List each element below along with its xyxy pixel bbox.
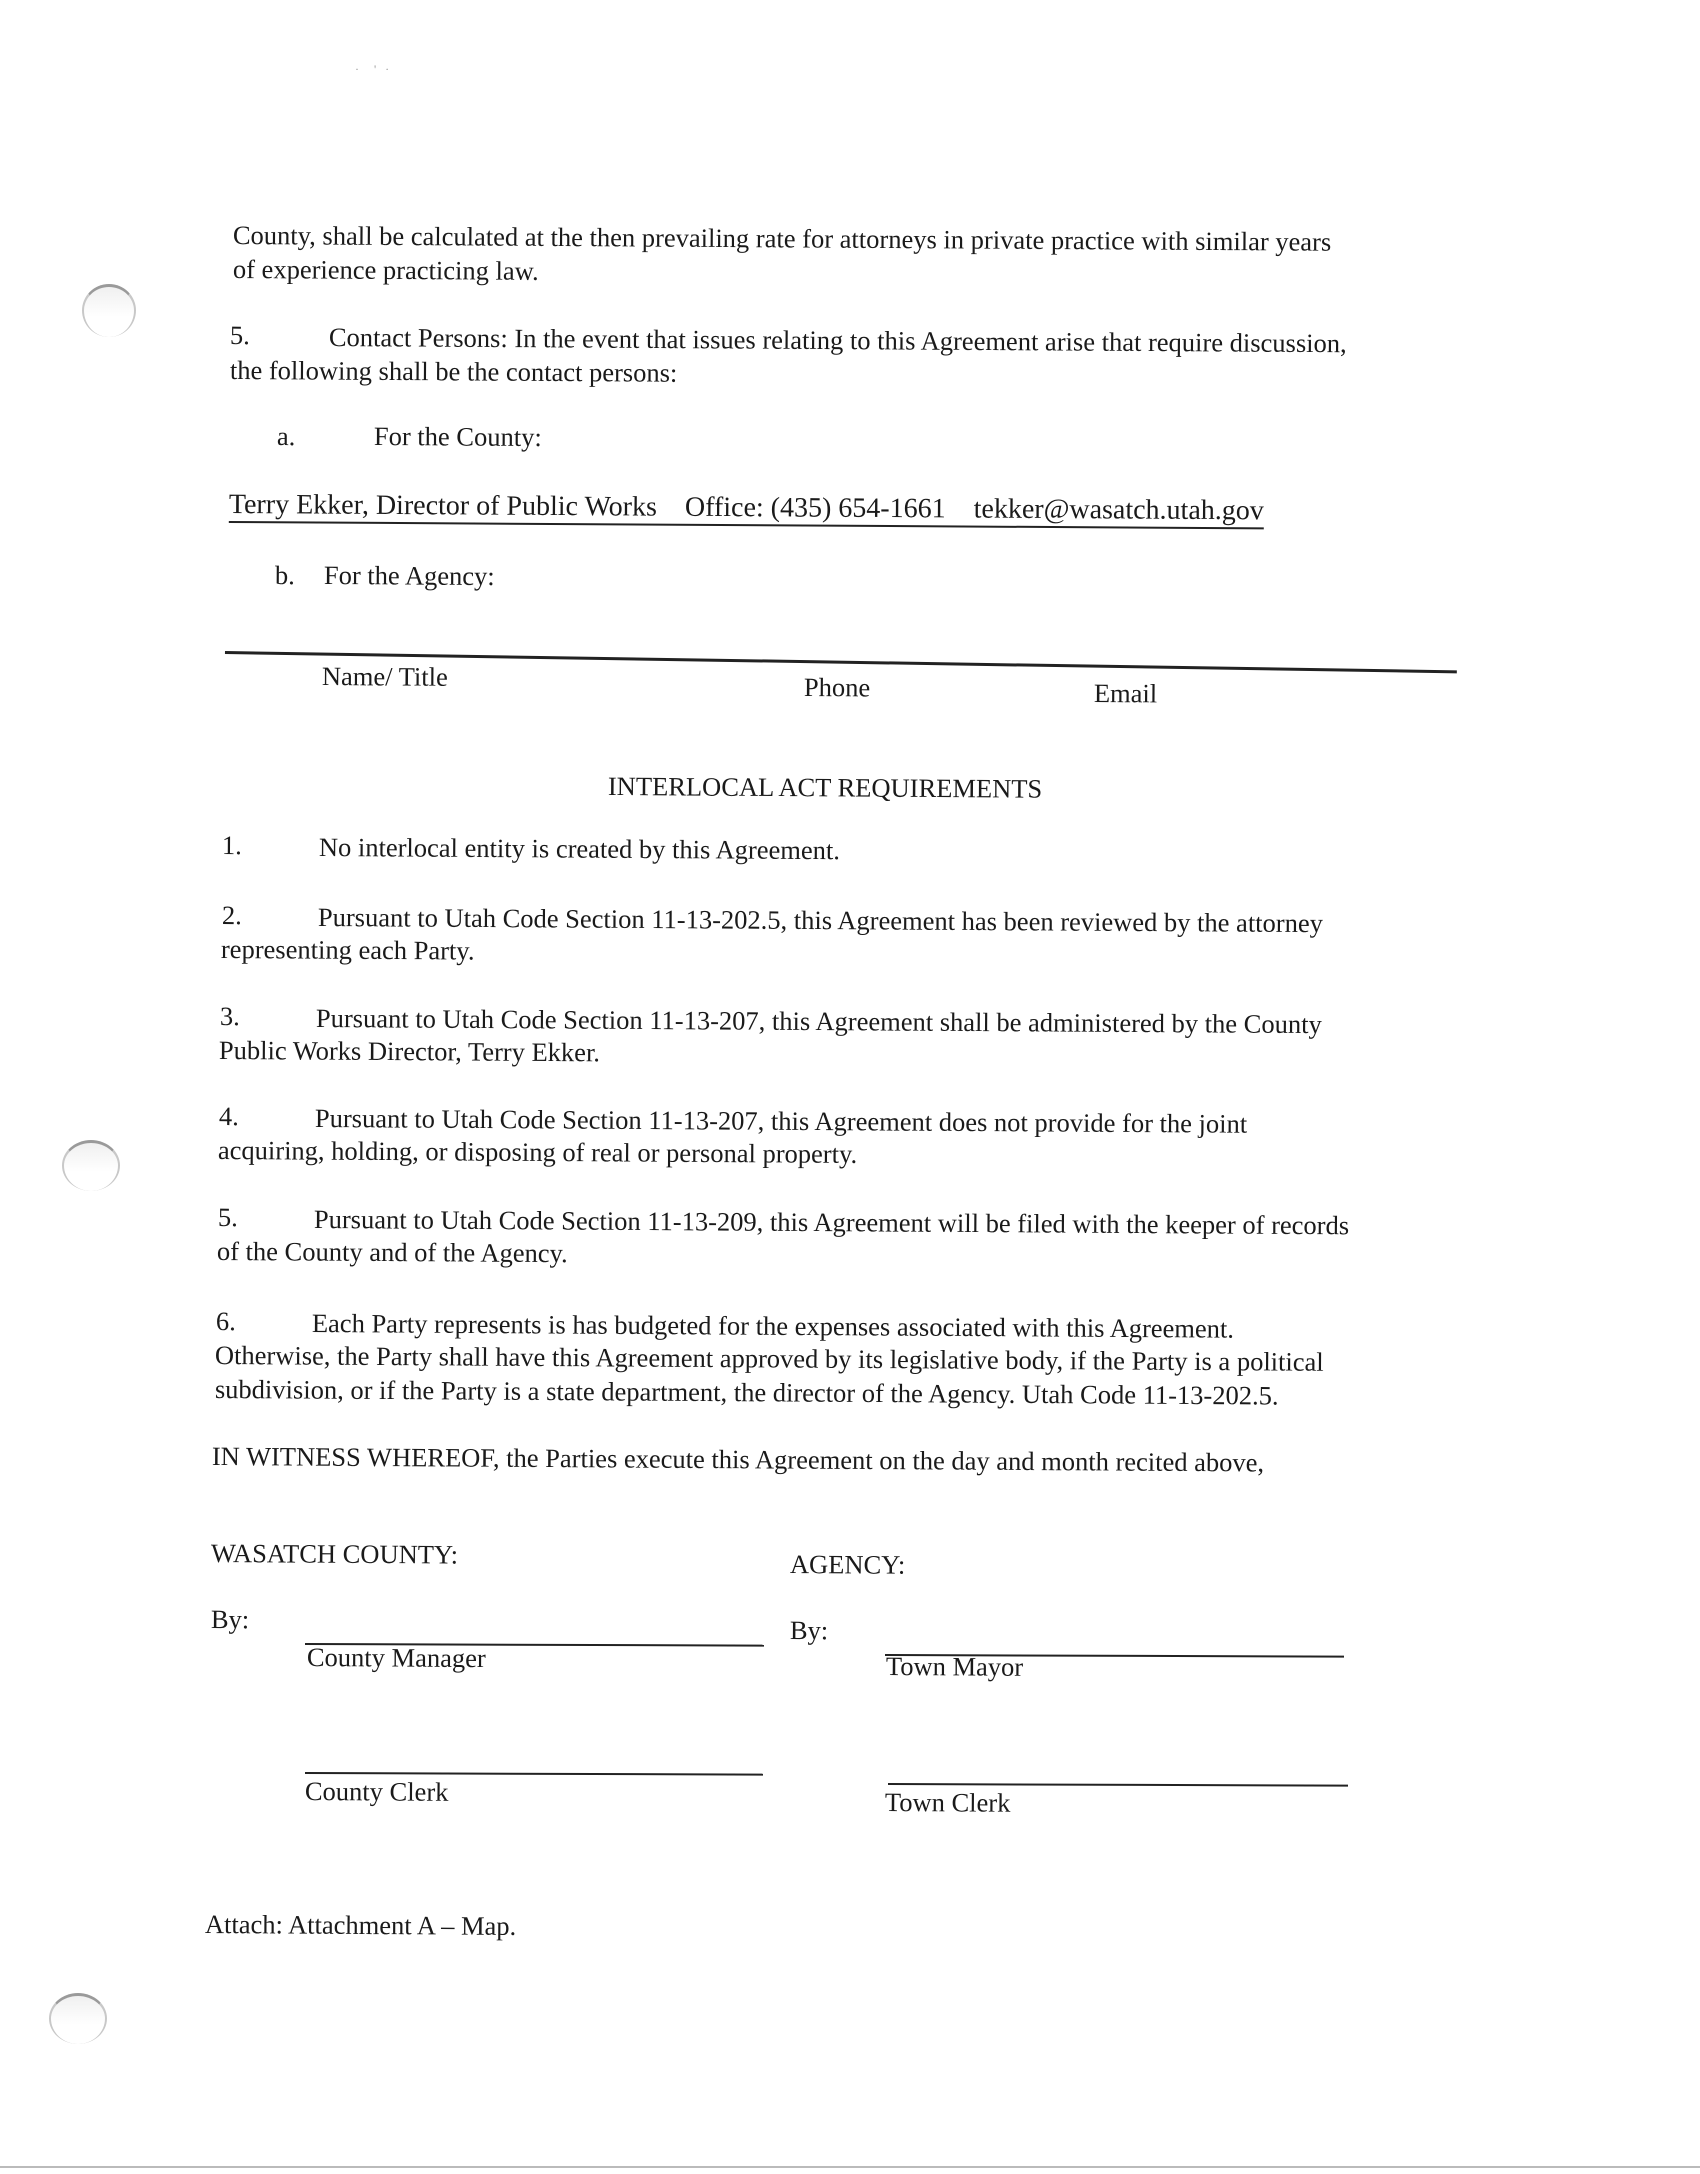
county-signature-heading: WASATCH COUNTY: <box>210 1538 459 1570</box>
agency-signature-heading: AGENCY: <box>789 1549 906 1580</box>
requirement-text: Each Party represents is has budgeted for the expenses associated with this Agreement. <box>311 1308 1235 1344</box>
town-clerk-label: Town Clerk <box>884 1787 1011 1818</box>
county-label: a. <box>276 421 296 452</box>
agency-col-phone: Phone <box>803 672 871 703</box>
requirement-text-continued: Otherwise, the Party shall have this Agreement approved by its legislative body, if the Party is a political <box>214 1340 1324 1377</box>
punch-hole <box>62 1140 120 1191</box>
requirement-text-continued: representing each Party. <box>220 934 475 966</box>
requirement-number: 3. <box>219 1001 240 1032</box>
town-clerk-signature-line <box>888 1783 1348 1787</box>
requirement-text: Pursuant to Utah Code Section 11-13-207, this Agreement does not provide for the joint <box>314 1103 1248 1139</box>
requirement-number: 1. <box>221 830 242 861</box>
county-contact-name: Terry Ekker, Director of Public Works <box>228 489 658 523</box>
contact-line: Contact Persons: In the event that issues relating to this Agreement arise that require discussion, <box>328 322 1347 359</box>
intro-line: of experience practicing law. <box>232 254 539 286</box>
requirement-number: 4. <box>218 1101 239 1132</box>
section-heading: INTERLOCAL ACT REQUIREMENTS <box>607 771 1043 804</box>
requirement-text-continued: acquiring, holding, or disposing of real or personal property. <box>217 1135 858 1169</box>
requirement-number: 5. <box>217 1202 238 1233</box>
requirement-text-continued: subdivision, or if the Party is a state department, the director of the Agency. Utah Code 11-13-202.5. <box>214 1374 1279 1411</box>
requirement-text: No interlocal entity is created by this Agreement. <box>318 832 841 866</box>
requirement-text: Pursuant to Utah Code Section 11-13-202.5, this Agreement has been reviewed by the attorney <box>317 902 1324 939</box>
page-edge <box>0 2166 1700 2168</box>
agency-label: b. <box>274 560 295 591</box>
agency-col-email: Email <box>1093 678 1158 709</box>
agency-by-label: By: <box>789 1615 829 1646</box>
agency-col-name: Name/ Title <box>321 661 448 692</box>
county-manager-label: County Manager <box>306 1642 486 1674</box>
requirement-text-continued: of the County and of the Agency. <box>216 1236 568 1269</box>
county-clerk-label: County Clerk <box>304 1776 449 1807</box>
agency-label-text: For the Agency: <box>323 560 495 592</box>
intro-line: County, shall be calculated at the then prevailing rate for attorneys in private practice with similar years <box>232 220 1332 257</box>
requirement-number: 2. <box>221 900 242 931</box>
punch-hole <box>49 1993 107 2044</box>
punch-hole <box>82 284 136 337</box>
requirement-number: 6. <box>215 1306 236 1337</box>
county-by-label: By: <box>210 1604 250 1635</box>
county-contact-email: tekker@wasatch.utah.gov <box>973 493 1264 527</box>
requirement-text: Pursuant to Utah Code Section 11-13-207, this Agreement shall be administered by the County <box>315 1003 1322 1040</box>
contact-line: the following shall be the contact persons: <box>229 355 678 388</box>
requirement-text: Pursuant to Utah Code Section 11-13-209, this Agreement will be filed with the keeper of records <box>313 1204 1350 1241</box>
county-contact-phone: Office: (435) 654-1661 <box>684 491 946 525</box>
attachment-note: Attach: Attachment A – Map. <box>204 1909 517 1941</box>
county-contact-line <box>229 490 1264 529</box>
county-label-text: For the County: <box>373 421 542 453</box>
scan-specks: · ' · <box>355 62 390 76</box>
witness-clause: IN WITNESS WHEREOF, the Parties execute this Agreement on the day and month recited above, <box>211 1441 1265 1478</box>
town-mayor-label: Town Mayor <box>885 1651 1024 1682</box>
requirement-text-continued: Public Works Director, Terry Ekker. <box>218 1035 601 1068</box>
contact-number: 5. <box>229 320 250 351</box>
county-clerk-signature-line <box>305 1772 763 1776</box>
